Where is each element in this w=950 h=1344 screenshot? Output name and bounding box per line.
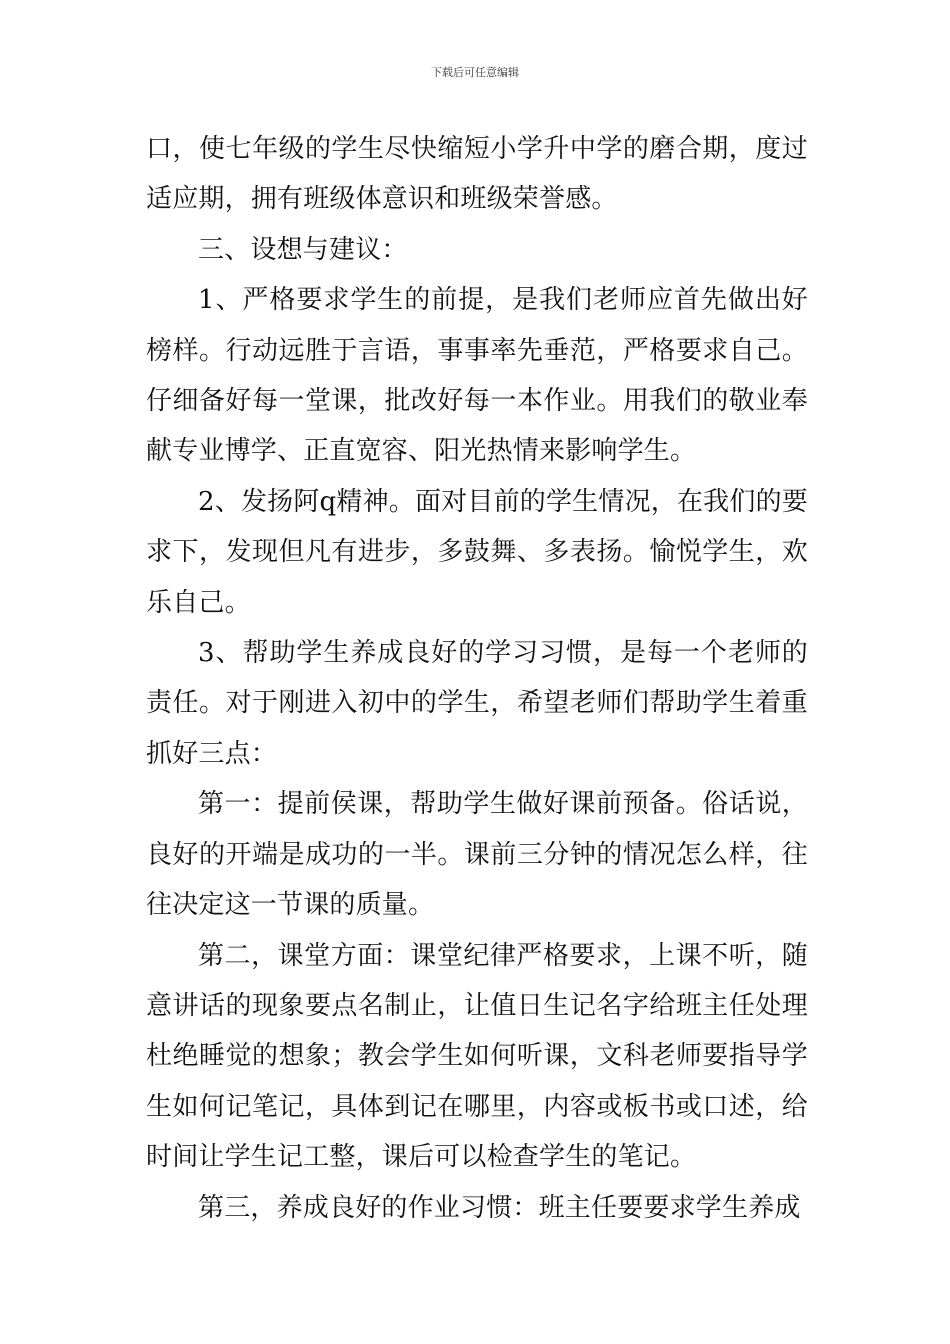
paragraph-point-3: 第三，养成良好的作业习惯：班主任要要求学生养成 — [198, 1192, 801, 1223]
section-heading: 三、设想与建议： — [198, 234, 408, 265]
paragraph-point-1: 第一：提前侯课，帮助学生做好课前预备。俗话说，良好的开端是成功的一半。课前三分钟的情况怎么样，往往决定这一节课的质量。 — [146, 789, 808, 921]
paragraph-point-2: 第二，课堂方面：课堂纪律严格要求，上课不听，随意讲话的现象要点名制止，让值日生记名字给班主任处理杜绝睡觉的想象；教会学生如何听课，文科老师要指导学生如何记笔记，具体到记在哪里，内容或板书或口述，给时间让学生记工整，课后可以检查学生的笔记。 — [146, 940, 808, 1173]
paragraph-suggestion-2: 2、发扬阿q精神。面对目前的学生情况，在我们的要求下，发现但凡有进步，多鼓舞、多表扬。愉悦学生，欢乐自己。 — [146, 486, 808, 618]
paragraph-suggestion-1: 1、严格要求学生的前提，是我们老师应首先做出好榜样。行动远胜于言语，事事率先垂范，严格要求自己。仔细备好每一堂课，批改好每一本作业。用我们的敬业奉献专业博学、正直宽容、阳光热情来影响学生。 — [146, 285, 808, 467]
paragraph-suggestion-3: 3、帮助学生养成良好的学习习惯，是每一个老师的责任。对于刚进入初中的学生，希望老师们帮助学生着重抓好三点： — [146, 638, 808, 769]
page-header: 下载后可任意编辑 — [431, 66, 519, 79]
paragraph-continuation: 口，使七年级的学生尽快缩短小学升中学的磨合期，度过适应期，拥有班级体意识和班级荣誉感。 — [146, 134, 808, 215]
document-body — [146, 124, 808, 1233]
